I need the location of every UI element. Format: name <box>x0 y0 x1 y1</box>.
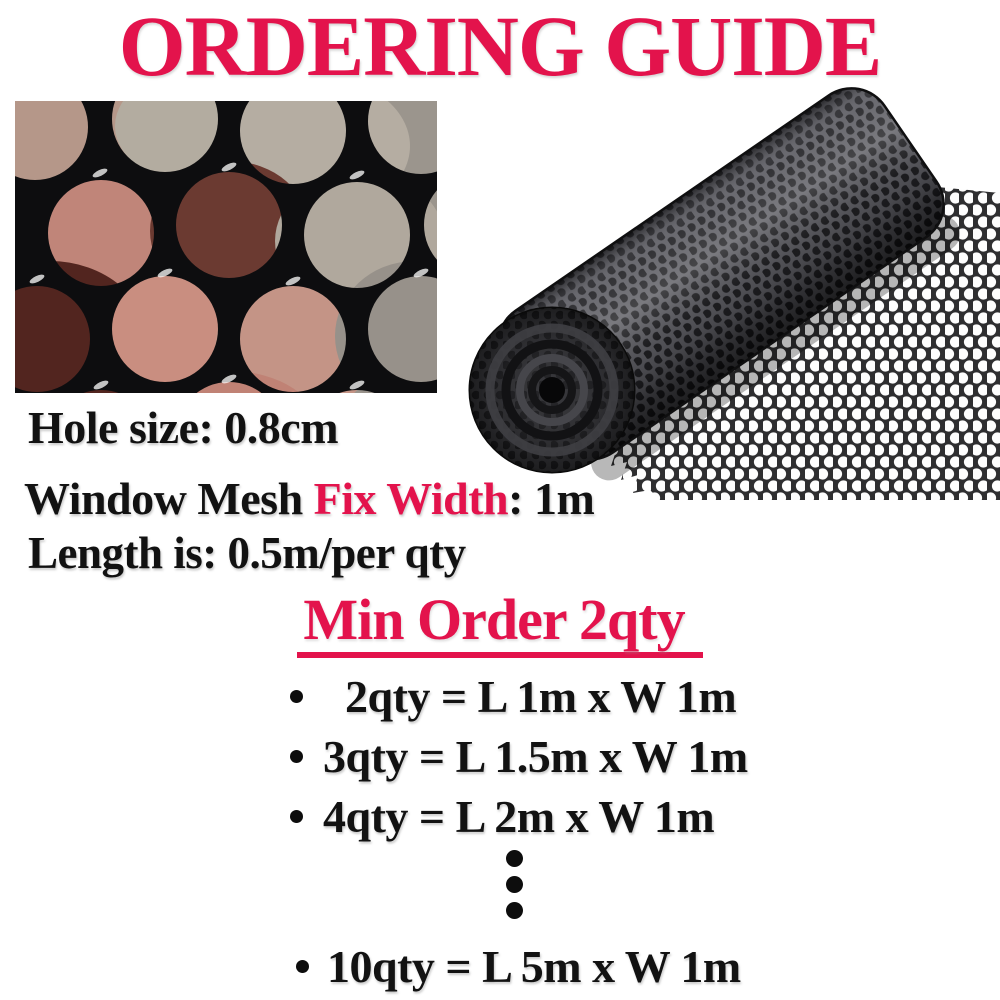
ellipsis-dot <box>506 876 523 893</box>
order-item-text: 2qty = L 1m x W 1m <box>345 670 737 722</box>
spec-length-text: Length is: 0.5m/per qty <box>28 528 466 578</box>
order-list-item <box>290 728 748 784</box>
order-item-text: 4qty = L 2m x W 1m <box>323 790 715 842</box>
mesh-roll-photo <box>455 60 1000 520</box>
ellipsis-dot <box>506 850 523 867</box>
bullet-icon <box>290 750 303 763</box>
min-order-heading-wrap <box>0 587 1000 658</box>
spec-length <box>28 528 466 578</box>
mesh-closeup-photo <box>15 101 437 393</box>
spec-hole-size <box>28 403 338 453</box>
ellipsis-dots-icon <box>505 850 523 928</box>
min-order-heading: Min Order 2qty <box>297 590 702 658</box>
spec-width <box>24 474 594 524</box>
spec-width-highlight: Fix Width <box>313 473 509 524</box>
page-title: ORDERING GUIDE <box>118 0 882 94</box>
order-item-text: 3qty = L 1.5m x W 1m <box>323 730 748 782</box>
order-item-text: 10qty = L 5m x W 1m <box>327 940 741 992</box>
bullet-icon <box>290 810 303 823</box>
spec-width-value: : 1m <box>508 473 595 524</box>
order-list-item <box>296 938 741 994</box>
ellipsis-dot <box>506 902 523 919</box>
spec-width-prefix: Window Mesh <box>24 473 314 524</box>
spec-hole-size-text: Hole size: 0.8cm <box>28 402 339 453</box>
roll-end-cap <box>470 308 634 472</box>
order-list-item <box>290 668 736 724</box>
order-list-item <box>290 788 714 844</box>
bullet-icon <box>296 960 309 973</box>
bullet-icon <box>290 690 303 703</box>
